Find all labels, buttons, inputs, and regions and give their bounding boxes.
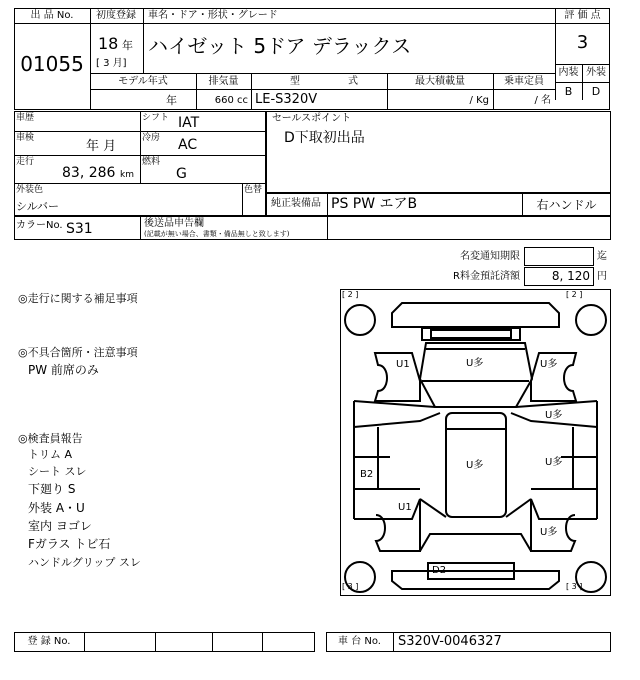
- chassis-label: 車 台 No.: [338, 636, 381, 647]
- model-year-label: モデル年式: [118, 76, 168, 87]
- type-label-2: 式: [348, 76, 358, 87]
- rating: 3: [576, 32, 589, 53]
- reg-no-label: 登 録 No.: [27, 636, 71, 647]
- displacement-label: 排気量: [208, 76, 239, 87]
- handle: 右ハンドル: [536, 198, 597, 212]
- damage-mark: U多: [540, 359, 558, 370]
- inspector-label: ◎検査員報告: [18, 432, 83, 445]
- name-change-label: 名変通知期限: [460, 251, 520, 262]
- doc-label: 後送品申告欄: [144, 218, 204, 229]
- damage-mark: U多: [545, 410, 563, 421]
- tire-label-rear-right: [ 3 ]: [566, 582, 583, 591]
- damage-mark: B2: [360, 469, 374, 480]
- recycle-label: R料金預託済額: [453, 271, 520, 282]
- year-unit: 年: [122, 39, 133, 52]
- tire-front-left: [345, 305, 375, 335]
- damage-mark: U多: [466, 358, 484, 369]
- color-no: S31: [66, 221, 93, 237]
- car-diagram: [340, 289, 611, 596]
- right-rear-fender: [531, 499, 597, 551]
- shift: IAT: [178, 115, 200, 131]
- model-year-unit: 年: [166, 94, 177, 107]
- capacity: / 名: [534, 95, 551, 106]
- inspector-item: シート スレ: [28, 465, 87, 478]
- lot-no: 01055: [20, 52, 84, 76]
- capacity-label: 乗車定員: [504, 76, 544, 87]
- sales-point-label: セールスポイント: [272, 113, 352, 124]
- color-label: 外装色: [16, 185, 44, 195]
- sales-point: D下取初出品: [284, 130, 365, 146]
- tire-label-rear-left: [ 3 ]: [342, 582, 359, 591]
- color-no-box: [14, 216, 611, 240]
- front-bumper: [392, 303, 559, 327]
- driving-notes-label: ◎走行に関する補足事項: [18, 292, 138, 305]
- defects-label: ◎不具合箇所・注意事項: [18, 346, 138, 359]
- inspection-value: 年 月: [86, 139, 117, 154]
- recycle-unit: 円: [597, 271, 607, 282]
- doc-note: (記載が無い場合、書類・備品無しと致します): [144, 230, 290, 238]
- defect-item: PW 前席のみ: [28, 363, 99, 377]
- damage-mark: U多: [540, 527, 558, 538]
- mileage-unit: km: [120, 170, 134, 180]
- max-load: / Kg: [469, 95, 489, 106]
- shift-label: シフト: [142, 113, 170, 123]
- tire-label-front-left: [ 2 ]: [342, 290, 359, 299]
- mileage-label: 走行: [16, 157, 35, 167]
- first-reg-year: 18: [98, 34, 119, 53]
- front-panel: [420, 343, 532, 407]
- inspector-item: 外装 A・U: [28, 501, 85, 515]
- lot-no-label: 出 品 No.: [30, 10, 74, 21]
- interior-label: 内装: [558, 67, 579, 78]
- rating-label: 評 価 点: [564, 10, 601, 21]
- model-type: LE-S320V: [255, 92, 318, 107]
- inspector-item: Fガラス トビ石: [28, 537, 111, 551]
- inspection-label: 車検: [16, 133, 35, 143]
- interior-grade: B: [564, 85, 573, 98]
- damage-mark: U多: [545, 457, 563, 468]
- damage-mark: D2: [432, 565, 447, 576]
- inspector-item: ハンドルグリップ スレ: [28, 556, 141, 569]
- chassis-no: S320V-0046327: [398, 634, 502, 649]
- tire-front-right: [576, 305, 606, 335]
- ac: AC: [178, 137, 198, 153]
- tire-label-front-right: [ 2 ]: [566, 290, 583, 299]
- recycle-value: 8, 120: [551, 269, 590, 283]
- fuel-label: 燃料: [142, 157, 161, 167]
- exterior-label: 外装: [586, 67, 606, 78]
- first-reg-label: 初度登録: [96, 10, 136, 21]
- color-change-label: 色替: [244, 185, 263, 195]
- inspector-item: トリム A: [28, 448, 73, 461]
- color: シルバー: [16, 200, 59, 213]
- damage-mark: U多: [466, 460, 484, 471]
- color-no-label: カラーNo.: [16, 220, 63, 231]
- ac-label: 冷房: [142, 133, 161, 143]
- car-name: ハイゼット 5ドア デラックス: [148, 34, 412, 58]
- equipment: PS PW エアB: [331, 196, 418, 212]
- mileage: 83, 286: [62, 165, 116, 181]
- history-label: 車歴: [16, 113, 35, 123]
- damage-mark: U1: [396, 359, 410, 370]
- exterior-grade: D: [591, 85, 601, 98]
- type-label: 型: [290, 76, 300, 87]
- first-reg-month: [ 3 月]: [96, 58, 127, 69]
- displacement: 660 cc: [214, 95, 248, 106]
- inspector-item: 室内 ヨゴレ: [28, 519, 92, 533]
- car-name-label: 車名・ドア・形状・グレード: [148, 10, 278, 21]
- name-change-unit: 迄: [597, 251, 607, 262]
- rear-panel: [420, 499, 531, 517]
- inspector-item: 下廻り S: [28, 482, 76, 496]
- max-load-label: 最大積載量: [415, 76, 465, 87]
- damage-mark: U1: [398, 502, 412, 513]
- fuel: G: [176, 166, 187, 182]
- equipment-label: 純正装備品: [271, 198, 321, 209]
- name-change-box: [524, 247, 594, 266]
